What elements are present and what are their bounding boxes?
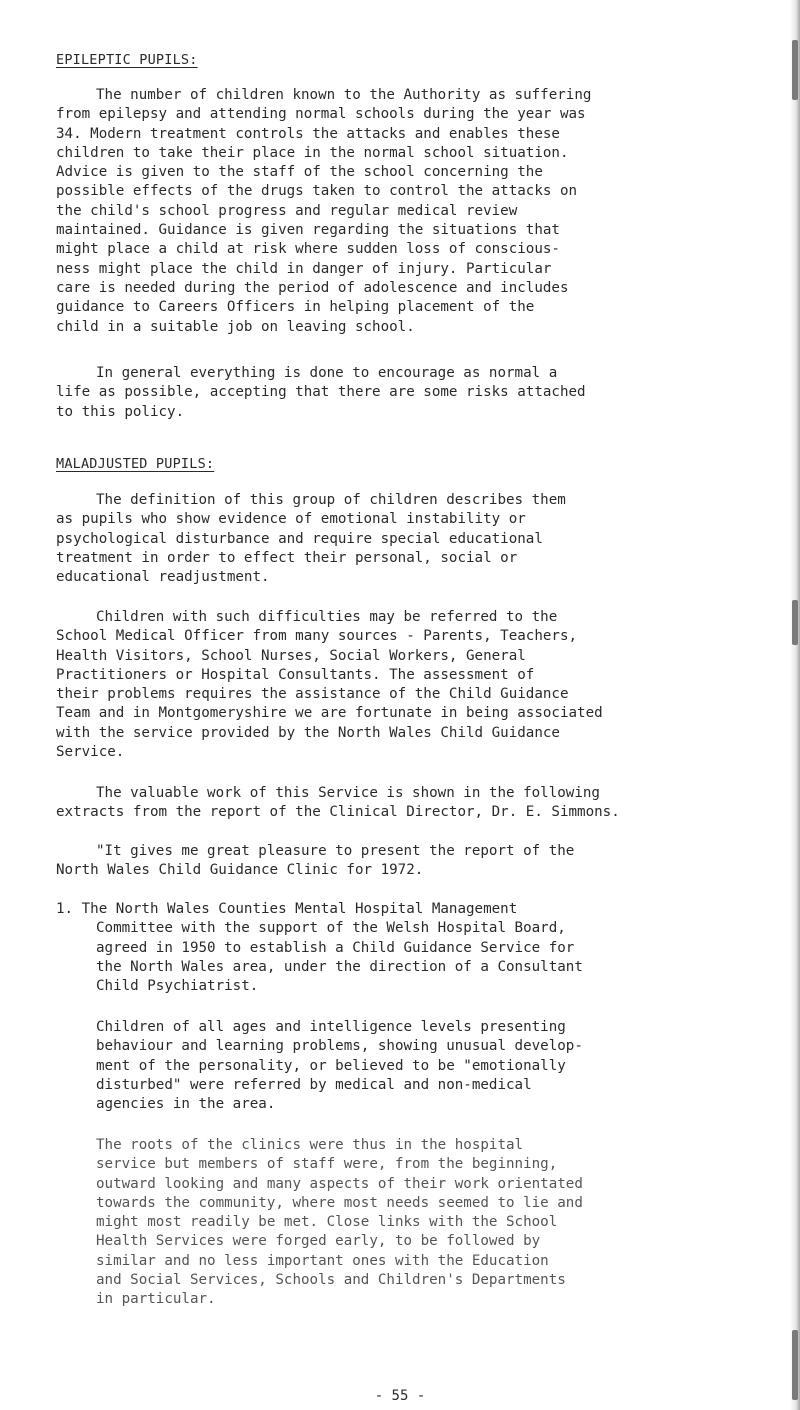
epileptic-paragraph-2 (56, 364, 766, 422)
text-line: Advice is given to the staff of the school concerning the (56, 164, 543, 181)
text-line: extracts from the report of the Clinical Director, Dr. E. Simmons. (56, 804, 620, 821)
text-line: as pupils who show evidence of emotional instability or (56, 511, 526, 528)
text-line: children to take their place in the normal school situation. (56, 144, 569, 161)
text-line: Service. (56, 744, 125, 761)
text-line: The definition of this group of children describes them (96, 492, 566, 508)
text-line: the child's school progress and regular medical review (56, 202, 518, 219)
epileptic-pupils-heading: EPILEPTIC PUPILS: (56, 52, 198, 68)
text-line: In general everything is done to encourage as normal a (96, 365, 558, 381)
text-line: Committee with the support of the Welsh Hospital Board, (96, 920, 566, 937)
text-line: their problems requires the assistance of the Child Guidance (56, 686, 569, 703)
text-line: "It gives me great pleasure to present the report of the (96, 843, 575, 859)
text-line: the North Wales area, under the direction of a Consultant (96, 958, 583, 975)
scanned-page-edge-shadow (790, 0, 800, 1410)
text-line: agencies in the area. (96, 1096, 276, 1113)
text-line: disturbed" were referred by medical and non-medical (96, 1076, 532, 1093)
maladjusted-paragraph-3 (56, 784, 766, 823)
text-line: psychological disturbance and require special educational (56, 530, 543, 547)
text-line: Team and in Montgomeryshire we are fortunate in being associated (56, 705, 603, 722)
text-line: to this policy. (56, 403, 185, 420)
text-line: Children of all ages and intelligence levels presenting (96, 1019, 566, 1035)
text-line: behaviour and learning problems, showing unusual develop- (96, 1038, 583, 1055)
text-line: Health Services were forged early, to be followed by (96, 1233, 541, 1250)
text-line: agreed in 1950 to establish a Child Guidance Service for (96, 939, 575, 956)
text-line: service but members of staff were, from the beginning, (96, 1156, 558, 1173)
binding-mark (792, 1330, 798, 1400)
text-line: child in a suitable job on leaving school. (56, 318, 415, 335)
text-line: Health Visitors, School Nurses, Social Workers, General (56, 647, 526, 664)
binding-mark (792, 40, 798, 100)
text-line: with the service provided by the North Wales Child Guidance (56, 724, 560, 741)
clinic-roots-paragraph (56, 1136, 766, 1310)
epileptic-paragraph-1 (56, 86, 766, 337)
text-line: Practitioners or Hospital Consultants. The assessment of (56, 666, 535, 683)
text-line: guidance to Careers Officers in helping placement of the (56, 299, 535, 316)
text-line: Child Psychiatrist. (96, 978, 259, 995)
text-line: ness might place the child in danger of injury. Particular (56, 260, 552, 277)
text-line: 34. Modern treatment controls the attacks and enables these (56, 125, 560, 142)
text-line: maintained. Guidance is given regarding the situations that (56, 222, 560, 239)
text-line: similar and no less important ones with the Education (96, 1252, 549, 1269)
text-line: towards the community, where most needs seemed to lie and (96, 1194, 583, 1211)
page-number: - 55 - (374, 1388, 426, 1404)
quotation-intro (56, 842, 766, 881)
text-line: The number of children known to the Authority as suffering (96, 87, 592, 103)
text-line: in particular. (96, 1291, 216, 1308)
maladjusted-paragraph-1 (56, 491, 766, 587)
maladjusted-paragraph-2 (56, 608, 766, 762)
text-line: educational readjustment. (56, 569, 270, 586)
text-line: possible effects of the drugs taken to control the attacks on (56, 183, 578, 200)
text-line: School Medical Officer from many sources - Parents, Teachers, (56, 628, 578, 645)
text-line: might most readily be met. Close links with the School (96, 1214, 558, 1231)
binding-mark (792, 600, 798, 645)
text-line: North Wales Child Guidance Clinic for 1972. (56, 862, 424, 879)
text-line: outward looking and many aspects of their work orientated (96, 1175, 583, 1192)
text-line: care is needed during the period of adolescence and includes (56, 279, 569, 296)
numbered-point-1 (56, 900, 766, 996)
children-paragraph (56, 1018, 766, 1114)
text-line: from epilepsy and attending normal schools during the year was (56, 106, 586, 123)
text-line: Children with such difficulties may be referred to the (96, 609, 558, 625)
text-line: might place a child at risk where sudden loss of conscious- (56, 241, 560, 258)
text-line: life as possible, accepting that there are some risks attached (56, 384, 586, 401)
text-line: The roots of the clinics were thus in the hospital (96, 1137, 524, 1153)
text-line: ment of the personality, or believed to be "emotionally (96, 1057, 566, 1074)
text-line: and Social Services, Schools and Children's Departments (96, 1272, 566, 1289)
text-line: treatment in order to effect their personal, social or (56, 549, 518, 566)
text-line: The valuable work of this Service is shown in the following (96, 785, 600, 801)
maladjusted-pupils-heading: MALADJUSTED PUPILS: (56, 456, 215, 472)
text-line: 1. The North Wales Counties Mental Hospital Management (56, 901, 518, 917)
